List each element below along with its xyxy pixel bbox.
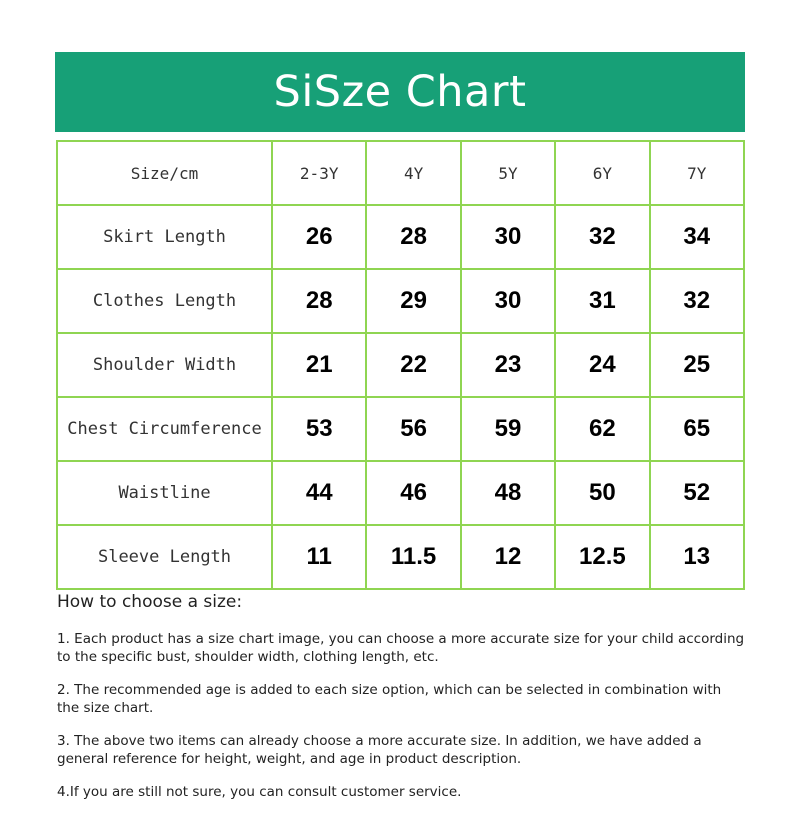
table-cell: 21	[272, 333, 366, 397]
row-label: Skirt Length	[57, 205, 272, 269]
header-cell-size: Size/cm	[57, 141, 272, 205]
note-item: 3. The above two items can already choose a more accurate size. In addition, we have added a general reference for height, weight, and age in product description.	[57, 733, 702, 767]
table-row-waistline	[57, 461, 744, 525]
table-cell: 22	[366, 333, 460, 397]
table-row-sleeve-length	[57, 525, 744, 589]
table-cell: 28	[272, 269, 366, 333]
notes-heading: How to choose a size:	[57, 592, 243, 612]
table-cell: 11	[272, 525, 366, 589]
table-row-clothes-length	[57, 269, 744, 333]
row-label: Chest Circumference	[57, 397, 272, 461]
table-cell: 29	[366, 269, 460, 333]
row-label: Clothes Length	[57, 269, 272, 333]
table-cell: 30	[461, 269, 555, 333]
table-cell: 52	[650, 461, 744, 525]
row-label: Waistline	[57, 461, 272, 525]
table-cell: 25	[650, 333, 744, 397]
row-label: Shoulder Width	[57, 333, 272, 397]
title-banner	[55, 52, 745, 132]
table-cell: 65	[650, 397, 744, 461]
table-cell: 32	[555, 205, 649, 269]
header-cell-7y: 7Y	[650, 141, 744, 205]
table-cell: 11.5	[366, 525, 460, 589]
row-label: Sleeve Length	[57, 525, 272, 589]
table-cell: 56	[366, 397, 460, 461]
table-cell: 34	[650, 205, 744, 269]
table-row-skirt-length	[57, 205, 744, 269]
size-table	[56, 140, 745, 590]
header-cell-5y: 5Y	[461, 141, 555, 205]
table-cell: 24	[555, 333, 649, 397]
table-cell: 13	[650, 525, 744, 589]
table-cell: 23	[461, 333, 555, 397]
note-item: 2. The recommended age is added to each size option, which can be selected in combination with the size chart.	[57, 682, 722, 716]
table-cell: 46	[366, 461, 460, 525]
table-row-shoulder-width	[57, 333, 744, 397]
note-item: 4.If you are still not sure, you can consult customer service.	[57, 784, 462, 800]
table-cell: 12	[461, 525, 555, 589]
table-cell: 44	[272, 461, 366, 525]
table-cell: 30	[461, 205, 555, 269]
page-title: SiSze Chart	[273, 67, 527, 117]
note-item: 1. Each product has a size chart image, you can choose a more accurate size for your child according to the specific bust, shoulder width, clothing length, etc.	[57, 631, 745, 665]
header-cell-2-3y: 2-3Y	[272, 141, 366, 205]
table-cell: 62	[555, 397, 649, 461]
table-cell: 28	[366, 205, 460, 269]
table-cell: 31	[555, 269, 649, 333]
table-header-row	[57, 141, 744, 205]
table-cell: 53	[272, 397, 366, 461]
table-cell: 48	[461, 461, 555, 525]
header-cell-6y: 6Y	[555, 141, 649, 205]
table-cell: 12.5	[555, 525, 649, 589]
table-cell: 26	[272, 205, 366, 269]
table-cell: 59	[461, 397, 555, 461]
size-guide-notes	[57, 591, 747, 816]
table-cell: 50	[555, 461, 649, 525]
table-cell: 32	[650, 269, 744, 333]
header-cell-4y: 4Y	[366, 141, 460, 205]
table-row-chest-circumference	[57, 397, 744, 461]
